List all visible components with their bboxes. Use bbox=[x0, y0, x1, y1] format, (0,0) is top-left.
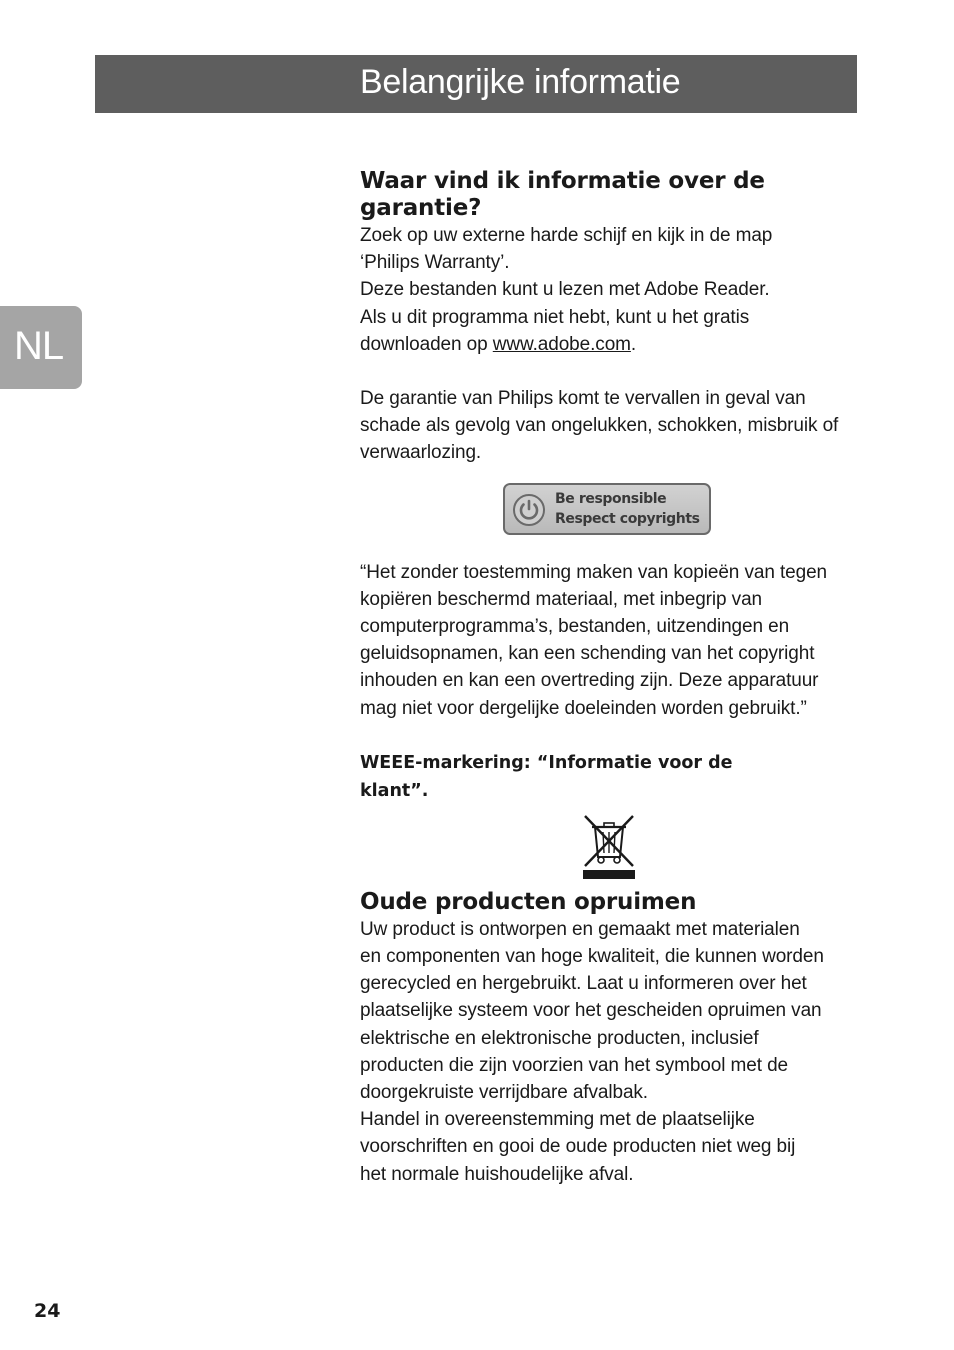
disposal-line: Handel in overeenstemming met de plaatselijke bbox=[360, 1109, 755, 1131]
disposal-line: en componenten van hoge kwaliteit, die kunnen worden bbox=[360, 946, 824, 968]
disposal-line: gerecycled en hergebruikt. Laat u informeren over het bbox=[360, 973, 807, 995]
page-title: Belangrijke informatie bbox=[360, 63, 681, 101]
warranty-void-line: De garantie van Philips komt te vervallen in geval van bbox=[360, 388, 806, 410]
warranty-void-line: verwaarlozing. bbox=[360, 442, 482, 464]
copyright-line: inhouden en kan een overtreding zijn. Deze apparatuur bbox=[360, 670, 819, 692]
warranty-heading: Waar vind ik informatie over de garantie? bbox=[360, 168, 765, 221]
copyright-line: computerprogramma’s, bestanden, uitzendingen en bbox=[360, 616, 790, 638]
disposal-line: voorschriften en gooi de oude producten niet weg bij bbox=[360, 1136, 796, 1158]
badge-text bbox=[555, 489, 700, 529]
language-tab-label: NL bbox=[14, 324, 64, 368]
disposal-line: het normale huishoudelijke afval. bbox=[360, 1163, 634, 1185]
disposal-line: doorgekruiste verrijdbare afvalbak. bbox=[360, 1082, 648, 1104]
weee-symbol-row bbox=[360, 813, 860, 889]
warranty-line: Als u dit programma niet hebt, kunt u het gratis bbox=[360, 306, 750, 328]
badge-line-2: Respect copyrights bbox=[555, 510, 700, 527]
warranty-line: Zoek op uw externe harde schijf en kijk in de map bbox=[360, 225, 773, 246]
disposal-heading: Oude producten opruimen bbox=[360, 888, 697, 915]
warranty-line: ‘Philips Warranty’. bbox=[360, 252, 510, 274]
weee-heading-line-2: klant”. bbox=[360, 780, 429, 801]
copyright-line: geluidsopnamen, kan een schending van het copyright bbox=[360, 643, 815, 665]
warranty-void-line: schade als gevolg van ongelukken, schokken, misbruik of bbox=[360, 415, 839, 437]
disposal-line: elektrische en elektronische producten, inclusief bbox=[360, 1027, 759, 1049]
language-tab bbox=[0, 306, 82, 389]
weee-heading-line-1: WEEE-markering: “Informatie voor de bbox=[360, 752, 733, 773]
badge-line-1: Be responsible bbox=[555, 490, 667, 507]
copyright-badge bbox=[503, 483, 711, 535]
adobe-link[interactable]: www.adobe.com bbox=[492, 333, 631, 355]
disposal-line: plaatselijke systeem voor het gescheiden opruimen van bbox=[360, 1000, 822, 1022]
download-line bbox=[360, 331, 860, 358]
download-suffix: . bbox=[630, 333, 637, 355]
page-number: 24 bbox=[34, 1300, 61, 1322]
main-content bbox=[360, 168, 860, 1188]
disposal-line: producten die zijn voorzien van het symbool met de bbox=[360, 1054, 789, 1076]
disposal-line: Uw product is ontworpen en gemaakt met materialen bbox=[360, 918, 800, 940]
copyright-line: kopiëren beschermd materiaal, met inbegrip van bbox=[360, 588, 762, 610]
copyright-line: mag niet voor dergelijke doeleinden worden gebruikt.” bbox=[360, 697, 807, 719]
power-icon bbox=[511, 493, 547, 527]
download-prefix: downloaden op bbox=[360, 333, 493, 355]
header-bar bbox=[95, 55, 857, 113]
crossed-out-wheelie-bin-icon bbox=[582, 813, 636, 881]
copyright-badge-row bbox=[360, 483, 860, 541]
warranty-line: Deze bestanden kunt u lezen met Adobe Reader. bbox=[360, 279, 770, 301]
copyright-line: “Het zonder toestemming maken van kopieën van tegen bbox=[360, 561, 828, 583]
